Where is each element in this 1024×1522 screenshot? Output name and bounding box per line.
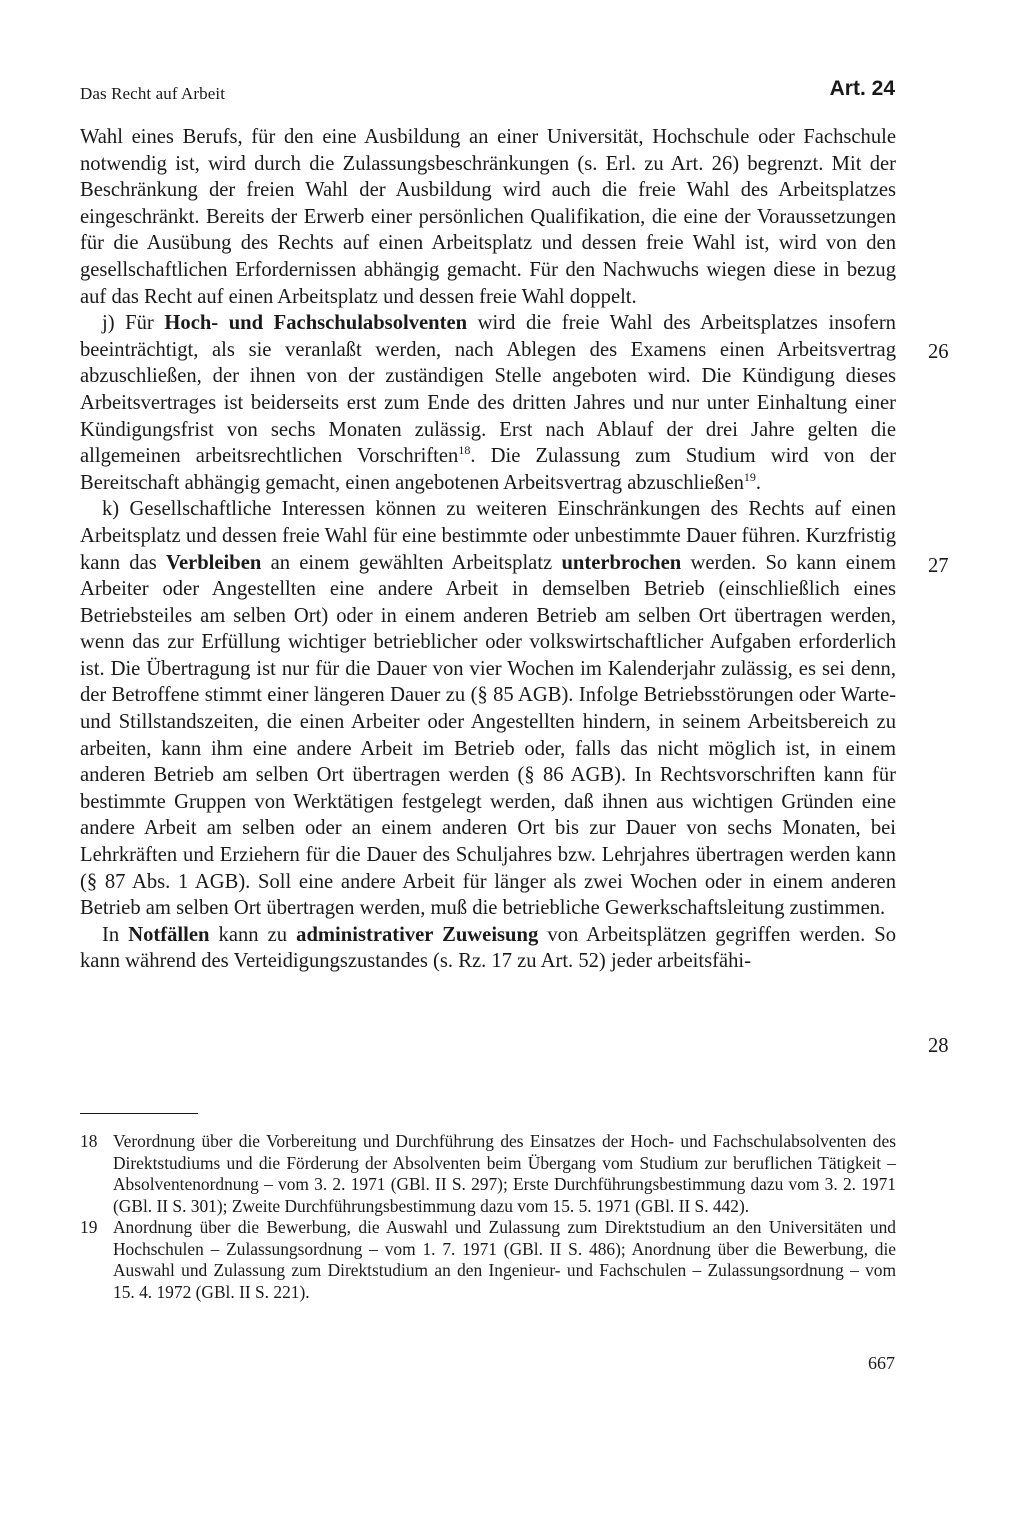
footnote-text: Verordnung über die Vorbereitung und Durchführung des Einsatzes der Hoch- und Fachschulabsolventen des Direktstudiums und die Förderung der Absolventen beim Übergang vom Studium zur beruflichen Tätigkeit – Absolventenordnung – vom 3. 2. 1971 (GBl. II S. 297); Erste Durchführungsbestimmung dazu vom 3. 2. 1971 (GBl. II S. 301); Zweite Durchführungsbestimmung dazu vom 15. 5. 1971 (GBl. II S. 442). bbox=[113, 1131, 896, 1216]
margin-number-27: 27 bbox=[928, 555, 949, 577]
footnote-number: 18 bbox=[80, 1131, 98, 1151]
footnote-18 bbox=[80, 1131, 896, 1217]
footnote-ref-19: 19 bbox=[743, 469, 756, 484]
article-number: Art. 24 bbox=[829, 77, 895, 100]
page-number: 667 bbox=[868, 1353, 895, 1373]
para-text: an einem gewählten Arbeitsplatz bbox=[270, 551, 553, 574]
paragraph-notfaelle bbox=[80, 922, 896, 975]
margin-number-26: 26 bbox=[928, 341, 949, 363]
footnote-ref-18: 18 bbox=[458, 443, 471, 458]
para-text: . bbox=[755, 471, 762, 494]
margin-number-28: 28 bbox=[928, 1035, 949, 1057]
footnote-19 bbox=[80, 1217, 896, 1303]
para-text: j) Für bbox=[102, 312, 154, 335]
body-text bbox=[80, 124, 896, 975]
paragraph-k bbox=[80, 496, 896, 922]
footnote-text: Anordnung über die Bewerbung, die Auswahl und Zulassung zum Direktstudium an den Universitäten und Hochschulen – Zulassungsordnung – vom 1. 7. 1971 (GBl. II S. 486); Anordnung über die Bewerbung, die Auswahl und Zulassung zum Direktstudium an den Ingenieur- und Fachschulen – Zulassungsordnung – vom 15. 4. 1972 (GBl. II S. 221). bbox=[113, 1217, 896, 1302]
emphasis-verbleiben: Verbleiben bbox=[165, 551, 262, 574]
emphasis-notfaellen: Notfällen bbox=[128, 923, 210, 946]
footnotes bbox=[80, 1131, 896, 1303]
footnote-number: 19 bbox=[80, 1217, 98, 1237]
para-text: k) Gesellschaftliche Interessen können zu weiteren Einschränkungen des Rechts auf einen Arbeitsplatz und dessen freie Wahl für eine bestimmte oder unbestimmte Dauer führen. Kurzfristig kann das bbox=[80, 498, 896, 574]
para-text: von Arbeitsplätzen gegriffen werden. So kann während des Verteidigungszustandes (s. Rz. 17 zu Art. 52) jeder arbeitsfähi- bbox=[80, 923, 897, 973]
emphasis-absolventen: Hoch- und Fachschulabsolventen bbox=[164, 312, 468, 335]
paragraph-j bbox=[80, 310, 896, 496]
para-text: . Die Zulassung zum Studium wird von der Bereitschaft abhängig gemacht, einen angebotenen Arbeitsvertrag abzuschließen bbox=[80, 445, 896, 494]
emphasis-unterbrochen: unterbrochen bbox=[561, 551, 682, 574]
running-title: Das Recht auf Arbeit bbox=[80, 84, 226, 103]
paragraph-1: Wahl eines Berufs, für den eine Ausbildung an einer Universität, Hochschule oder Fachschule notwendig ist, wird durch die Zulassungsbeschränkungen (s. Erl. zu Art. 26) begrenzt. Mit der Beschränkung der freien Wahl der Ausbildung wird auch die freie Wahl des Arbeitsplatzes eingeschränkt. Bereits der Erwerb einer persönlichen Qualifikation, die eine der Voraussetzungen für die Ausübung des Rechts auf einen Arbeitsplatz und dessen freie Wahl ist, wird von den gesellschaftlichen Erfordernissen abhängig gemacht. Für den Nachwuchs wiegen diese in bezug auf das Recht auf einen Arbeitsplatz und dessen freie Wahl doppelt. bbox=[80, 126, 896, 308]
para-text: In bbox=[102, 923, 120, 946]
emphasis-zuweisung: administrativer Zuweisung bbox=[296, 923, 539, 946]
footnote-divider bbox=[80, 1113, 198, 1114]
para-text: werden. So kann einem Arbeiter oder Angestellten eine andere Arbeit in demselben Betrieb (einschließlich eines Betriebsteiles am selben Ort) oder in einem anderen Betrieb am selben Ort übertragen werden, wenn das zur Erfüllung wichtiger betrieblicher oder volkswirtschaftlicher Aufgaben erforderlich ist. Die Übertragung ist nur für die Dauer von vier Wochen im Kalenderjahr zulässig, es sei denn, der Betroffene stimmt einer längeren Dauer zu (§ 85 AGB). Infolge Betriebsstörungen oder Warte- und Stillstandszeiten, die einen Arbeiter oder Angestellten hindern, in seinem Arbeitsbereich zu arbeiten, kann ihm eine andere Arbeit im Betrieb oder, falls das nicht möglich ist, in einem anderen Betrieb am selben Ort übertragen werden (§ 86 AGB). In Rechtsvorschriften kann für bestimmte Gruppen von Werktätigen festgelegt werden, daß ihnen aus wichtigen Gründen eine andere Arbeit am selben oder an einem anderen Ort bis zur Dauer von sechs Monaten, bei Lehrkräften und Erziehern für die Dauer des Schuljahres bzw. Lehrjahres übertragen werden kann (§ 87 Abs. 1 AGB). Soll eine andere Arbeit für länger als zwei Wochen oder in einem anderen Betrieb am selben Ort übertragen werden, muß die betriebliche Gewerkschaftsleitung zustimmen. bbox=[80, 551, 897, 920]
para-text: kann zu bbox=[218, 923, 288, 946]
para-text: wird die freie Wahl des Arbeitsplatzes insofern beeinträchtigt, als sie veranlaßt werden, nach Ablegen des Examens einen Arbeitsvertrag abzuschließen, der ihnen von der zuständigen Stelle angeboten wird. Die Kündigung dieses Arbeitsvertrages ist beiderseits erst zum Ende des dritten Jahres und nur unter Einhaltung einer Kündigungsfrist von sechs Monaten zulässig. Erst nach Ablauf der drei Jahre gelten die allgemeinen arbeitsrechtlichen Vorschriften bbox=[80, 312, 896, 468]
